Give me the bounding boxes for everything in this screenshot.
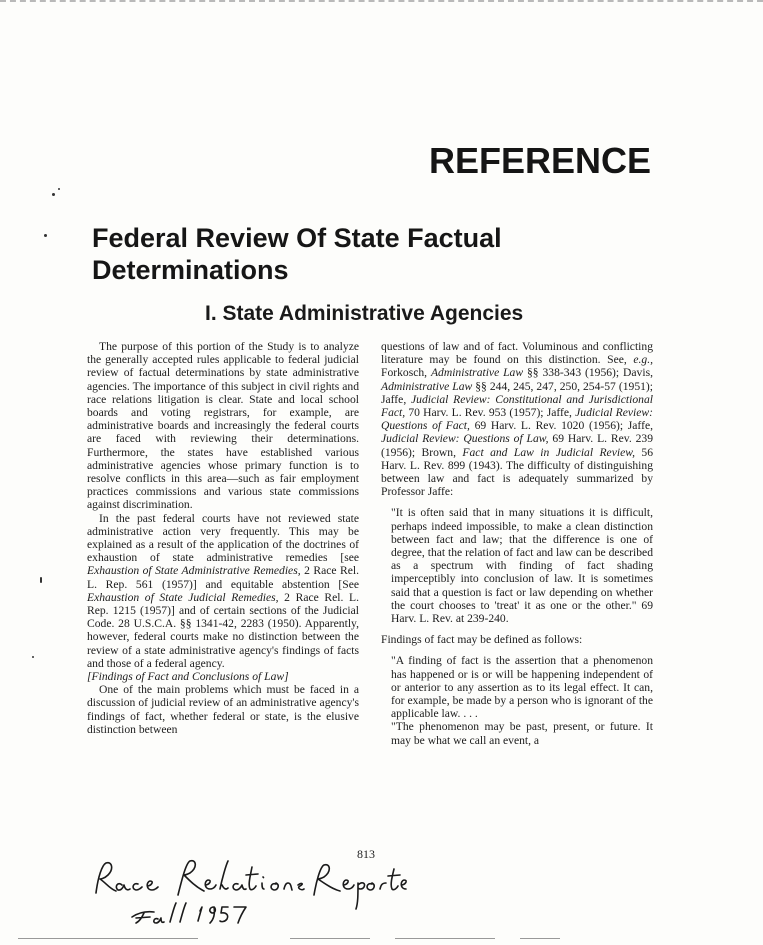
right-p1-text-b: Forkosch, — [381, 366, 431, 380]
right-p1-text-h: 56 Harv. L. Rev. 899 (1943). The difficulty of distinguishing between law and fact is adequately summarized by Professor Jaffe: — [381, 445, 653, 499]
bottom-rule — [520, 938, 560, 939]
page-number: 813 — [357, 847, 375, 861]
left-p2-text-b: 2 Race Rel. L. Rep. 561 (1957)] and equitable abstention [See — [87, 564, 359, 591]
scan-speck — [44, 234, 47, 237]
left-column — [87, 340, 359, 736]
right-p1-text-a: questions of law and of fact. Voluminous and conflicting literature may be found on this distinction. See, — [381, 340, 653, 367]
findings-quote — [391, 654, 653, 746]
article-subtitle: I. State Administrative Agencies — [205, 302, 524, 325]
bottom-rule — [395, 938, 495, 939]
top-border — [0, 0, 763, 2]
right-p1-text-c: §§ 338-343 (1956); Davis, — [523, 366, 653, 380]
bottom-rule — [18, 938, 198, 939]
left-p2-text-c: 2 Race Rel. L. Rep. 1215 (1957)] and of certain sections of the Judicial Code. 28 U.S.C.A. §§ 1341-42, 2283 (1950). Apparently, however, federal courts make no distinction between the review of a state administrative agency's findings of facts and those of a federal agency. — [87, 590, 359, 670]
scan-speck — [52, 193, 55, 196]
right-p1-eg: e.g., — [633, 353, 653, 367]
right-p1-text-e: 70 Harv. L. Rev. 953 (1957); Jaffe, — [405, 406, 576, 420]
right-p1-text-f: 69 Harv. L. Rev. 1020 (1956); Jaffe, — [469, 419, 653, 433]
article-title: Federal Review Of State Factual Determinations — [92, 223, 502, 285]
right-paragraph-1 — [381, 340, 653, 498]
bottom-rule — [290, 938, 370, 939]
right-p1-text-d: §§ 244, 245, 247, 250, 254-57 (1951); Jaffe, — [381, 379, 653, 406]
handwritten-annotation — [92, 855, 412, 925]
scan-speck — [40, 577, 42, 583]
section-label: REFERENCE — [428, 140, 651, 181]
right-paragraph-2: Findings of fact may be defined as follows: — [381, 633, 583, 647]
left-paragraph-2 — [87, 512, 359, 670]
left-paragraph-3: One of the main problems which must be faced in a discussion of judicial review of an administrative agency's findings of fact, whether federal or state, is the elusive distinction between — [87, 683, 359, 736]
right-p1-cite-3: Judicial Review: Constitutional and Jurisdictional Fact, — [381, 392, 653, 420]
right-p1-cite-6: Fact and Law in Judicial Review, — [462, 445, 635, 459]
right-p1-cite-1: Administrative Law — [430, 366, 524, 380]
right-p1-cite-5: Judicial Review: Questions of Law, — [381, 432, 549, 446]
left-paragraph-1: The purpose of this portion of the Study is to analyze the generally accepted rules applicable to federal judicial review of factual determinations by state administrative agencies. The importance of this subject in civil rights and race relations litigation is clear. State and local school boards and voting registrars, for example, are administrative boards and increasingly the federal courts are faced with reviewing their determinations. Furthermore, the states have established various administrative agencies whose primary function is to resolve conflicts in this area—such as fair employment practices commissions and various state commissions against discrimination. — [87, 340, 359, 512]
jaffe-quote-text: "It is often said that in many situations it is difficult, perhaps indeed impossible, to make a clean distinction between fact and law; that the difference is one of degree, that the relation of fact and law can be described as a spectrum with finding of fact shading imperceptibly into conclusion of law. It is sometimes said that a question is fact or law depending on whether the court chooses to 'treat' it as one or the other." 69 Harv. L. Rev. at 239-240. — [391, 506, 653, 626]
right-column — [381, 340, 653, 747]
findings-quote-text-b: "The phenomenon may be past, present, or future. It may be what we call an event, a — [391, 720, 653, 747]
scan-speck — [32, 656, 34, 658]
right-p1-text-g: 69 Harv. L. Rev. 239 (1956); Brown, — [381, 432, 653, 459]
scan-speck — [58, 188, 60, 190]
right-p1-cite-2: Administrative Law — [381, 379, 473, 393]
left-subheading: [Findings of Fact and Conclusions of Law] — [87, 670, 289, 684]
left-p2-text-a: In the past federal courts have not reviewed state administrative action very frequently. This may be explained as a result of the application of the doctrines of exhaustion of state administrative remedies [see — [87, 511, 359, 565]
left-p2-citation-1: Exhaustion of State Administrative Remedies, — [87, 564, 301, 578]
findings-quote-text-a: "A finding of fact is the assertion that a phenomenon has happened or is or will be happening independent of or anterior to any assertion as to its legal effect. It can, for example, be made by a person who is ignorant of the applicable law. . . . — [391, 654, 653, 721]
left-p2-citation-2: Exhaustion of State Judicial Remedies, — [87, 590, 279, 604]
jaffe-quote — [391, 506, 653, 625]
right-p1-cite-4: Judicial Review: Questions of Fact, — [381, 406, 653, 433]
